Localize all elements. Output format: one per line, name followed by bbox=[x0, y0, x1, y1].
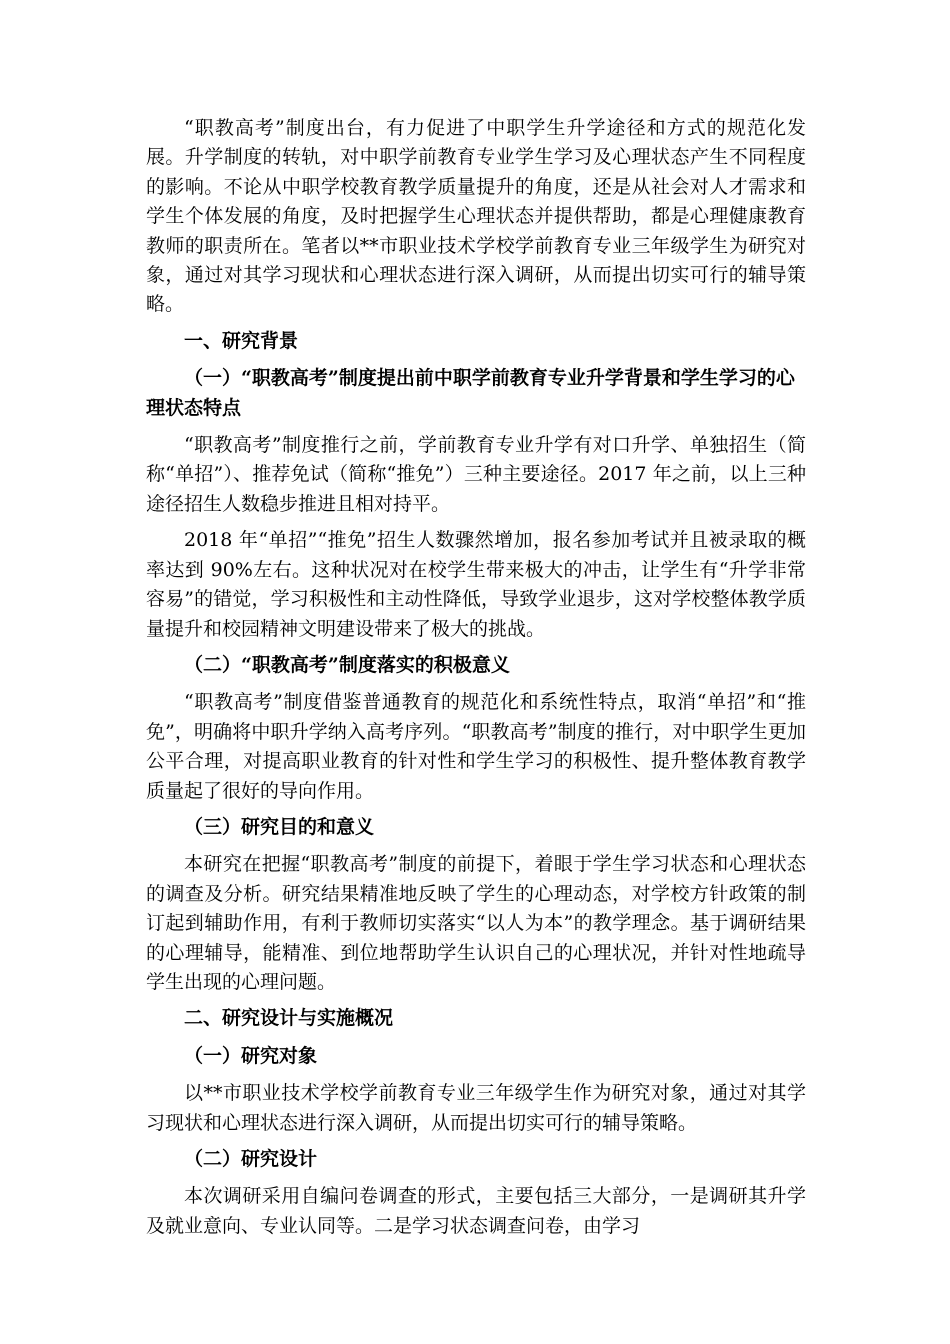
document-body bbox=[146, 114, 806, 1248]
subheading-research-design: （二）研究设计 bbox=[184, 1148, 318, 1170]
subheading-purpose-and-significance: （三）研究目的和意义 bbox=[184, 815, 375, 838]
paragraph-2018-admission-impact: 2018 年“单招”“推免”招生人数骤然增加，报名参加考试并且被录取的概率达到 90%左右。这种状况对在校学生带来极大的冲击，让学生有“升学非常容易”的错觉，学习积极性和主动性降低，导致学业退步，这对学校整体教学质量提升和校园精神文明建设带来了极大的挑战。 bbox=[146, 529, 806, 640]
section-heading-research-background: 一、研究背景 bbox=[184, 329, 299, 352]
paragraph-admission-paths: “职教高考”制度推行之前，学前教育专业升学有对口升学、单独招生（简称“单招”）、推荐免试（简称“推免”）三种主要途径。2017 年之前，以上三种途径招生人数稳步推进且相对持平。 bbox=[146, 434, 806, 515]
paragraph-research-design: 本次调研采用自编问卷调查的形式，主要包括三大部分，一是调研其升学及就业意向、专业认同等。二是学习状态调查问卷，由学习 bbox=[146, 1185, 806, 1237]
section-heading-research-design: 二、研究设计与实施概况 bbox=[184, 1007, 394, 1030]
subheading-research-subjects: （一）研究对象 bbox=[184, 1044, 318, 1067]
paragraph-research-subjects: 以**市职业技术学校学前教育专业三年级学生作为研究对象，通过对其学习现状和心理状态进行深入调研，从而提出切实可行的辅导策略。 bbox=[146, 1082, 806, 1134]
subheading-background-before-reform: （一）“职教高考”制度提出前中职学前教育专业升学背景和学生学习的心理状态特点 bbox=[146, 367, 795, 419]
subheading-positive-significance: （二）“职教高考”制度落实的积极意义 bbox=[184, 653, 510, 676]
paragraph-purpose-and-significance: 本研究在把握“职教高考”制度的前提下，着眼于学生学习状态和心理状态的调查及分析。研究结果精准地反映了学生的心理动态，对学校方针政策的制订起到辅助作用，有利于教师切实落实“以人为本”的教学理念。基于调研结果的心理辅导，能精准、到位地帮助学生认识自己的心理状况，并针对性地疏导学生出现的心理问题。 bbox=[146, 853, 806, 993]
paragraph-positive-significance: “职教高考”制度借鉴普通教育的规范化和系统性特点，取消“单招”和“推免”，明确将中职升学纳入高考序列。“职教高考”制度的推行，对中职学生更加公平合理，对提高职业教育的针对性和学生学习的积极性、提升整体教育教学质量起了很好的导向作用。 bbox=[146, 691, 806, 802]
intro-paragraph: “职教高考”制度出台，有力促进了中职学生升学途径和方式的规范化发展。升学制度的转轨，对中职学前教育专业学生学习及心理状态产生不同程度的影响。不论从中职学校教育教学质量提升的角度，还是从社会对人才需求和学生个体发展的角度，及时把握学生心理状态并提供帮助，都是心理健康教育教师的职责所在。笔者以**市职业技术学校学前教育专业三年级学生为研究对象，通过对其学习现状和心理状态进行深入调研，从而提出切实可行的辅导策略。 bbox=[146, 117, 806, 316]
